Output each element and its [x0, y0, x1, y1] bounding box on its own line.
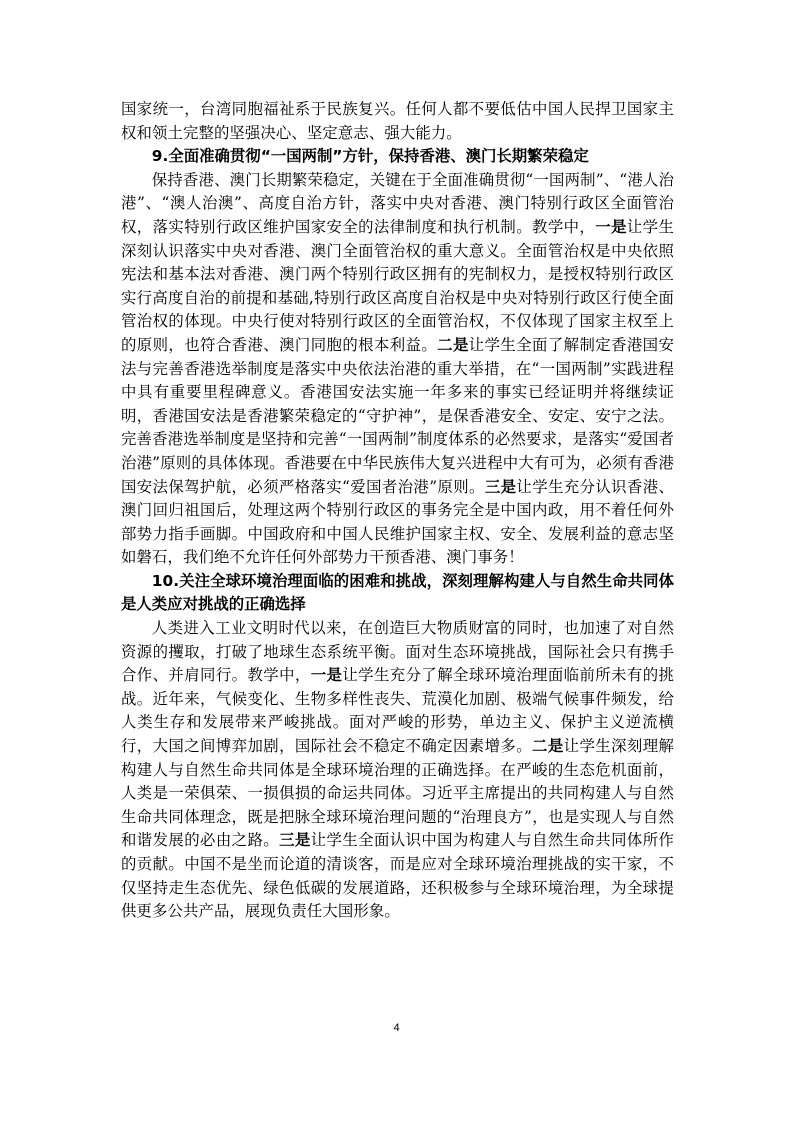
- paragraph-section-9: [121, 169, 674, 570]
- text-segment: 保持香港、澳门长期繁荣稳定，关键在于全面准确贯彻“一国两制”、“港人治港”、“澳人治澳”、高度自治方针，落实中央对香港、澳门特别行政区全面管治权，落实特别行政区维护国家安全的法律制度和执行机制。教学中，: [121, 170, 674, 236]
- text-segment: 让学生深刻理解构建人与自然生命共同体是全球环境治理的正确选择。在严峻的生态危机面前，人类是一荣俱荣、一损俱损的命运共同体。习近平主席提出的共同构建人与自然生命共同体理念，既是把脉全球环境治理问题的“治理良方”，也是实现人与自然和谐发展的必由之路。: [121, 737, 674, 850]
- document-body: [121, 98, 674, 924]
- section-heading-9: 9.全面准确贯彻“一国两制”方针，保持香港、澳门长期繁荣稳定: [151, 147, 589, 166]
- point-marker-third: 三是: [484, 477, 517, 496]
- text-segment: 让学生充分认识香港、澳门回归祖国后，处理这两个特别行政区的事务完全是中国内政，用不着任何外部势力指手画脚。中国政府和中国人民维护国家主权、安全、发展利益的意志坚如磐石，我们绝不允许任何外部势力干预香港、澳门事务！: [121, 477, 674, 567]
- point-marker-second: 二是: [437, 335, 469, 354]
- point-marker-third: 三是: [279, 831, 311, 850]
- section-heading-10: 10.关注全球环境治理面临的困难和挑战，深刻理解构建人与自然生命共同体是人类应对挑战的正确选择: [121, 571, 674, 614]
- text-segment: 让学生全面认识中国为构建人与自然生命共同体所作的贡献。中国不是坐而论道的清谈客，而是应对全球环境治理挑战的实干家，不仅坚持走生态优先、绿色低碳的发展道路，还积极参与全球环境治理，为全球提供更多公共产品，展现负责任大国形象。: [121, 831, 674, 921]
- page-number: 4: [393, 1022, 400, 1034]
- point-marker-first: 一是: [595, 217, 627, 236]
- text-segment: 让学生充分了解全球环境治理面临前所未有的挑战。近年来，气候变化、生物多样性丧失、荒漠化加剧、极端气候事件频发，给人类生存和发展带来严峻挑战。面对严峻的形势，单边主义、保护主义逆流横行，大国之间博弈加剧，国际社会不稳定不确定因素增多。: [121, 666, 675, 756]
- point-marker-first: 一是: [310, 666, 343, 685]
- text-segment: 人类进入工业文明时代以来，在创造巨大物质财富的同时，也加速了对自然资源的攫取，打破了地球生态系统平衡。面对生态环境挑战，国际社会只有携手合作、并肩同行。教学中，: [121, 619, 674, 685]
- paragraph-continued: 国家统一，台湾同胞福祉系于民族复兴。任何人都不要低估中国人民捍卫国家主权和领土完整的坚强决心、坚定意志、强大能力。: [121, 100, 674, 142]
- paragraph-section-10: [121, 617, 674, 924]
- point-marker-second: 二是: [532, 737, 564, 756]
- text-segment: 让学生全面了解制定香港国安法与完善香港选举制度是落实中央依法治港的重大举措，在“一国两制”实践进程中具有重要里程碑意义。香港国安法实施一年多来的事实已经证明并将继续证明，香港国安法是香港繁荣稳定的“守护神”，是保香港安全、安定、安宁之法。完善香港选举制度是坚持和完善“一国两制”制度体系的必然要求，是落实“爱国者治港”原则的具体体现。香港要在中华民族伟大复兴进程中大有可为，必须有香港国安法保驾护航，必须严格落实“爱国者治港”原则。: [121, 335, 674, 496]
- text-segment: 让学生深刻认识落实中央对香港、澳门全面管治权的重大意义。全面管治权是中央依照宪法和基本法对香港、澳门两个特别行政区拥有的宪制权力，是授权特别行政区实行高度自治的前提和基础,特别行政区高度自治权是中央对特别行政区行使全面管治权的体现。中央行使对特别行政区的全面管治权，不仅体现了国家主权至上的原则，也符合香港、澳门同胞的根本利益。: [121, 217, 674, 354]
